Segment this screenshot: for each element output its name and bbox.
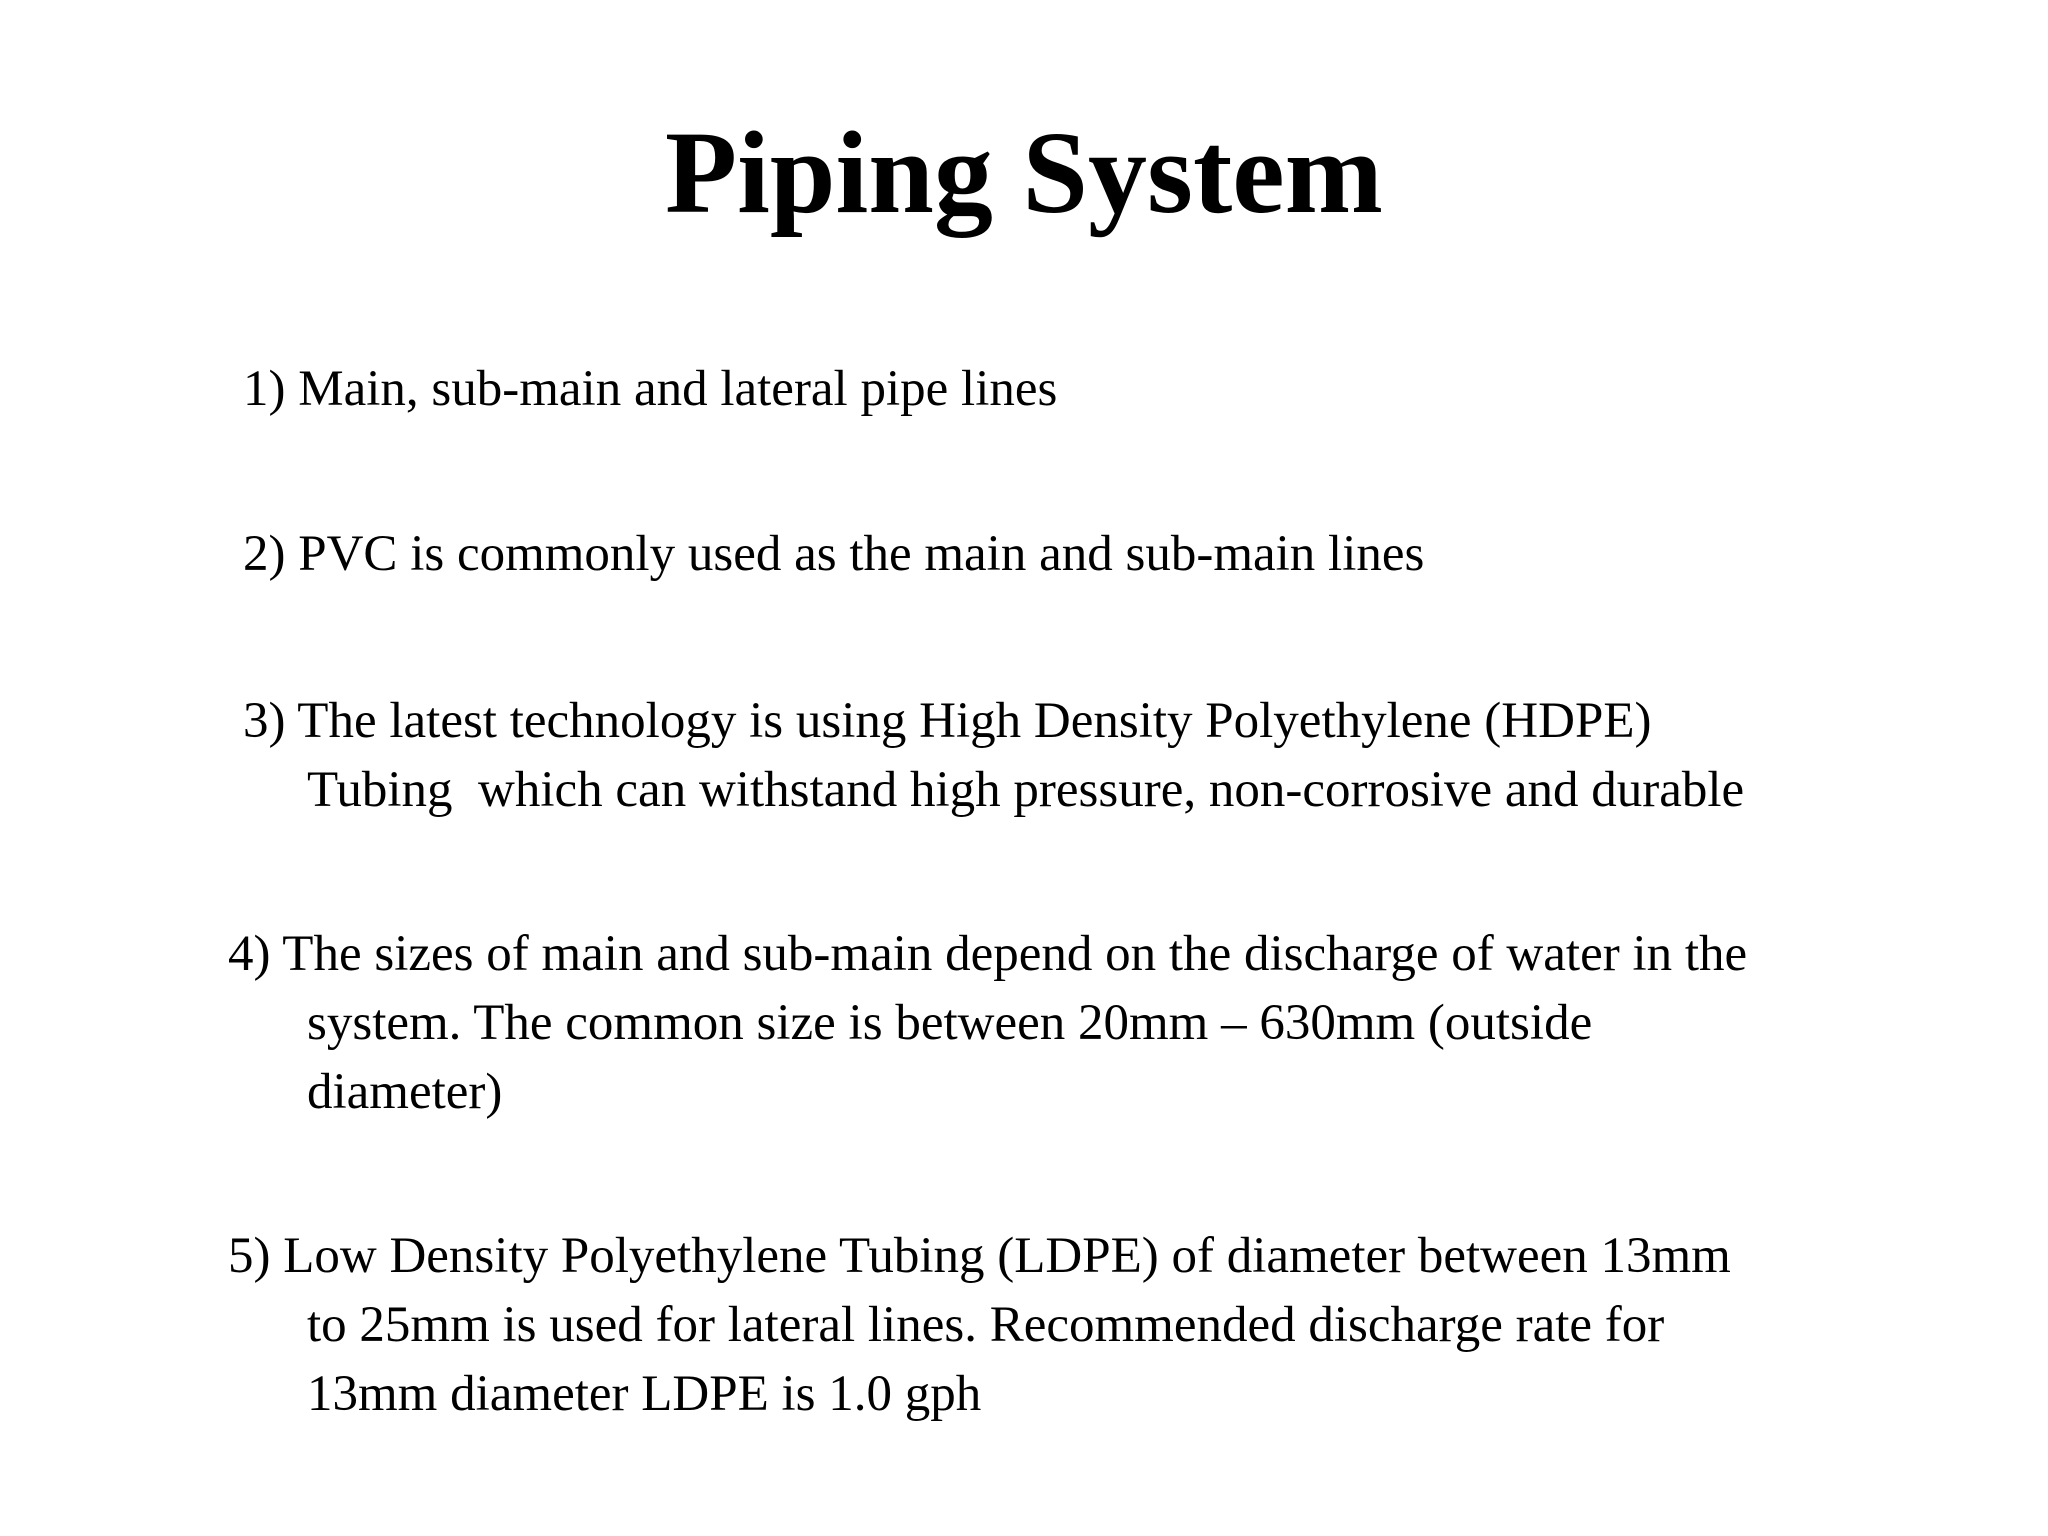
list-item-line: Tubing which can withstand high pressure, non-corrosive and durable	[307, 762, 1745, 818]
list-item-line: 5) Low Density Polyethylene Tubing (LDPE) of diameter between 13mm	[228, 1228, 1731, 1284]
list-item-line: system. The common size is between 20mm – 630mm (outside	[307, 995, 1593, 1051]
list-item	[243, 687, 1744, 825]
list-item-line: 13mm diameter LDPE is 1.0 gph	[307, 1366, 982, 1422]
list-item-line: 2) PVC is commonly used as the main and sub-main lines	[243, 526, 1425, 582]
list-item	[228, 920, 1747, 1127]
list-item	[243, 520, 1424, 589]
list-item	[228, 1222, 1731, 1429]
list-item-line: 1) Main, sub-main and lateral pipe lines	[243, 361, 1058, 417]
list-item-line: 3) The latest technology is using High Density Polyethylene (HDPE)	[243, 693, 1652, 749]
list-item-line: diameter)	[307, 1064, 503, 1120]
list-item-line: 4) The sizes of main and sub-main depend on the discharge of water in the	[228, 926, 1748, 982]
list-item-line: to 25mm is used for lateral lines. Recommended discharge rate for	[307, 1297, 1665, 1353]
slide-title: Piping System	[665, 107, 1383, 238]
list-item	[243, 355, 1057, 424]
